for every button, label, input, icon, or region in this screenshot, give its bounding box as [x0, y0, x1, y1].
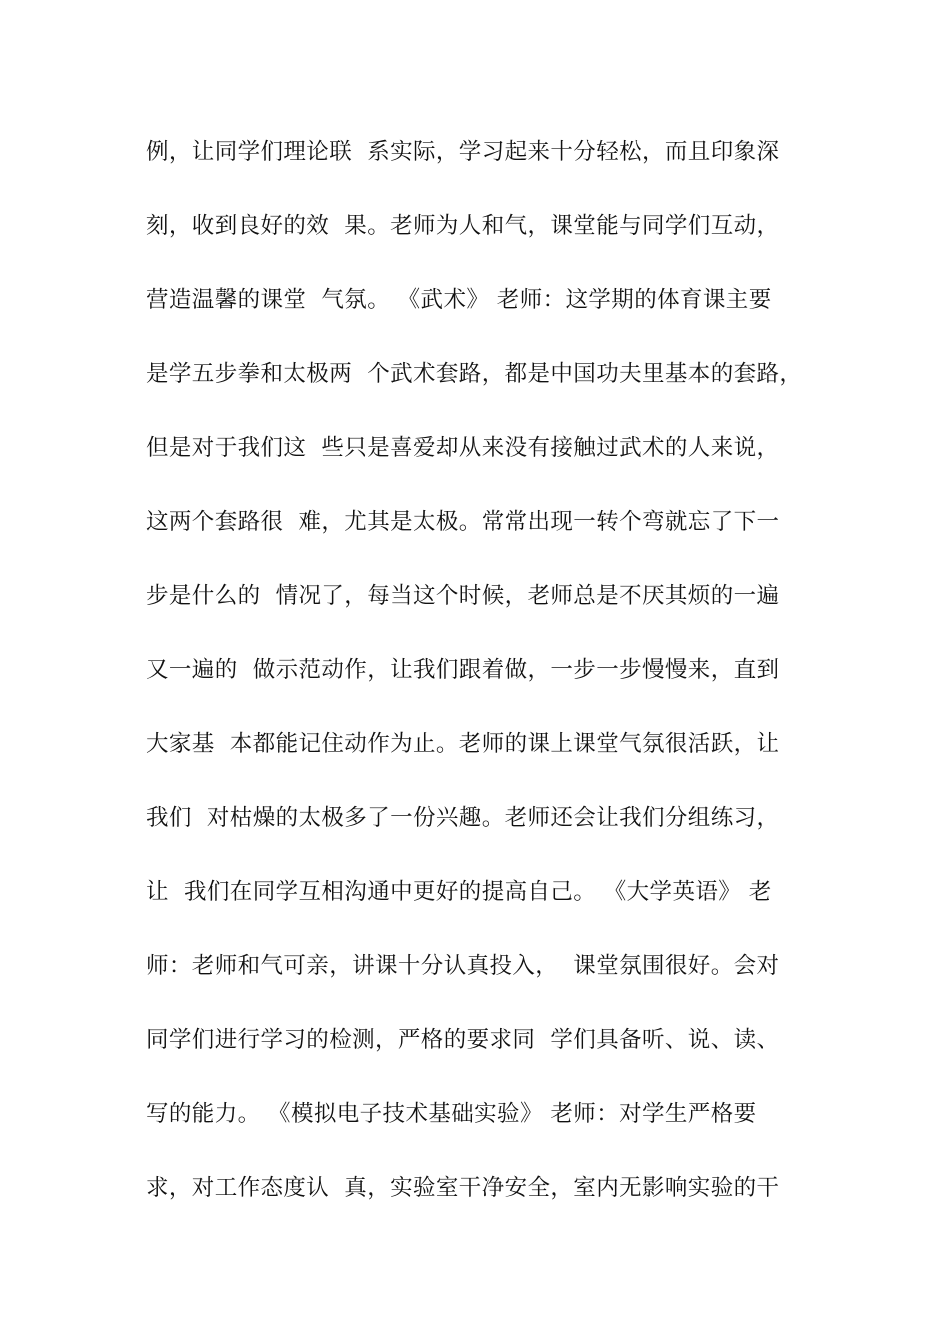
body-text — [146, 132, 846, 1242]
text-line: 步是什么的 情况了，每当这个时候，老师总是不厌其烦的一遍 — [146, 583, 780, 609]
text-line: 同学们进行学习的检测，严格的要求同 学们具备听、说、读、 — [146, 1027, 780, 1053]
text-line: 营造温馨的课堂 气氛。 《武术》 老师：这学期的体育课主要 — [146, 287, 772, 313]
text-line: 师：老师和气可亲，讲课十分认真投入， 课堂氛围很好。会对 — [146, 953, 780, 979]
text-line: 这两个套路很 难，尤其是太极。常常出现一转个弯就忘了下一 — [146, 509, 780, 535]
text-line: 让 我们在同学互相沟通中更好的提高自己。 《大学英语》 老 — [146, 879, 772, 905]
text-line: 是学五步拳和太极两 个武术套路，都是中国功夫里基本的套路， — [146, 361, 803, 387]
text-line: 写的能力。 《模拟电子技术基础实验》 老师：对学生严格要 — [146, 1101, 757, 1127]
text-line: 例，让同学们理论联 系实际，学习起来十分轻松，而且印象深 — [146, 139, 780, 165]
text-line: 刻，收到良好的效 果。老师为人和气，课堂能与同学们互动， — [146, 213, 780, 239]
text-line: 大家基 本都能记住动作为止。老师的课上课堂气氛很活跃，让 — [146, 731, 780, 757]
text-line: 我们 对枯燥的太极多了一份兴趣。老师还会让我们分组练习， — [146, 805, 780, 831]
text-line: 又一遍的 做示范动作，让我们跟着做，一步一步慢慢来，直到 — [146, 657, 780, 683]
text-line: 但是对于我们这 些只是喜爱却从来没有接触过武术的人来说， — [146, 435, 780, 461]
text-line: 求，对工作态度认 真，实验室干净安全，室内无影响实验的干 — [146, 1175, 780, 1201]
